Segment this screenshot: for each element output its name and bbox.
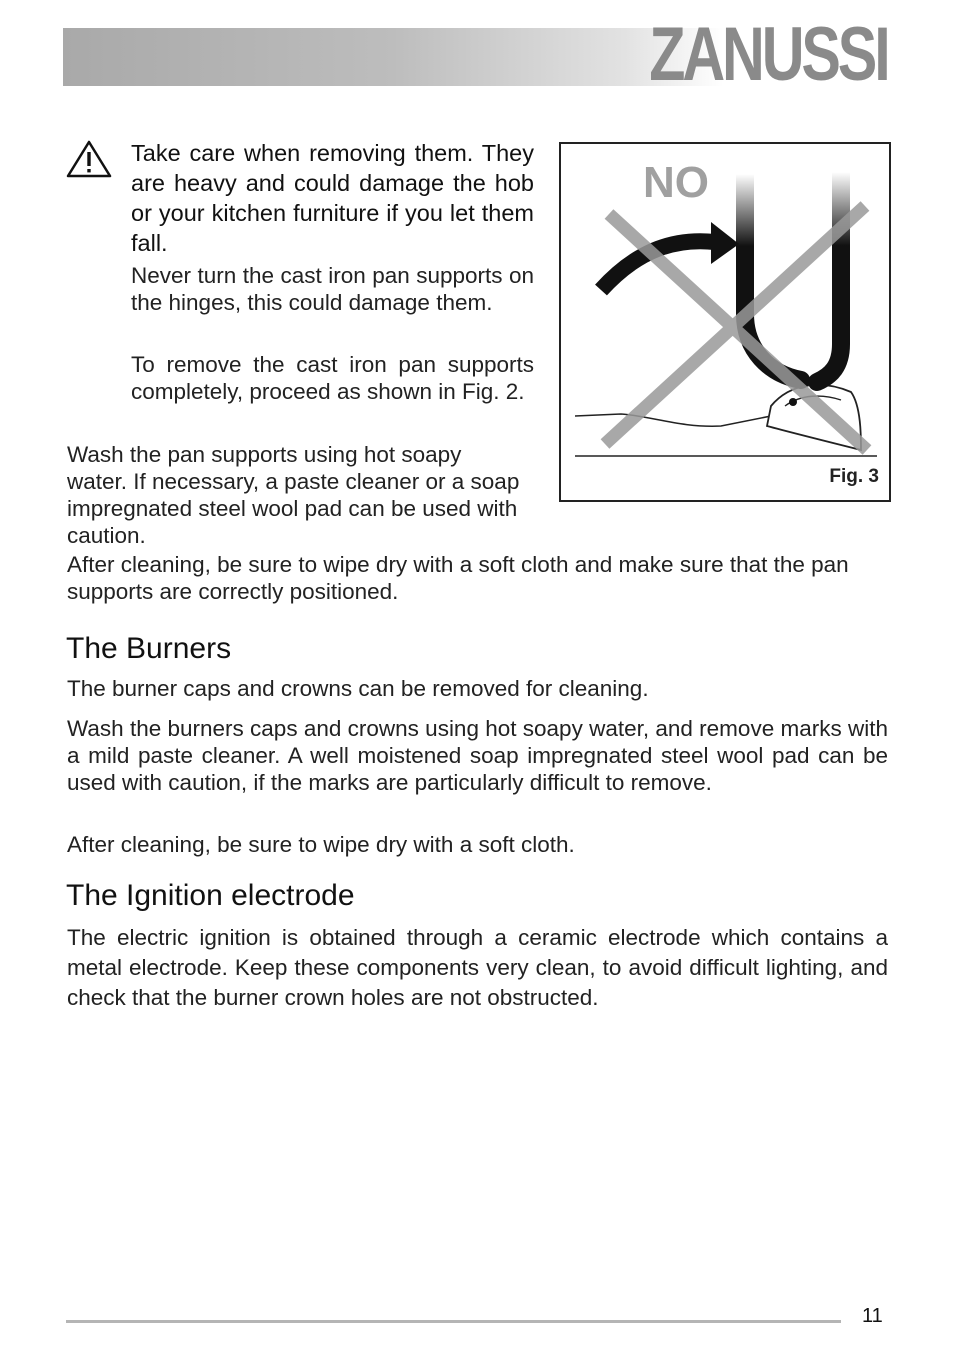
wash-paragraph: Wash the pan supports using hot soapy water. If necessary, a paste cleaner or a soap impregnated steel wool pad can be used with caution. — [67, 442, 520, 548]
ignition-paragraph: The electric ignition is obtained through a ceramic electrode which contains a metal electrode. Keep these components very clean, to avoid difficult lighting, and check that the burner crown holes are not obstructed. — [67, 925, 888, 1010]
figure-3 — [559, 142, 891, 502]
burners-heading: The Burners — [66, 632, 232, 665]
pan-support-bar-right — [817, 172, 841, 382]
after-cleaning-paragraph: After cleaning, be sure to wipe dry with a soft cloth and make sure that the pan supports are correctly positioned. — [67, 552, 849, 604]
page-number: 11 — [862, 1305, 883, 1327]
ignition-heading: The Ignition electrode — [66, 879, 355, 912]
burners-paragraph-3: After cleaning, be sure to wipe dry with a soft cloth. — [67, 832, 575, 857]
hinges-paragraph: Never turn the cast iron pan supports on the hinges, this could damage them. — [131, 263, 534, 315]
brand-logo: ZANUSSI — [649, 12, 888, 97]
footer-divider — [66, 1320, 841, 1323]
figure-no-label: NO — [643, 158, 709, 207]
burners-paragraph-2: Wash the burners caps and crowns using hot soapy water, and remove marks with a mild paste cleaner. A well moistened soap impregnated steel wool pad can be used with caution, if the marks are particularly difficult to remove. — [67, 716, 888, 795]
figure-illustration — [561, 144, 889, 500]
burners-paragraph-1: The burner caps and crowns can be removed for cleaning. — [67, 676, 649, 701]
remove-paragraph: To remove the cast iron pan supports completely, proceed as shown in Fig. 2. — [131, 352, 534, 404]
figure-caption: Fig. 3 — [829, 466, 879, 487]
hinge-pin — [789, 398, 797, 406]
warning-text: Take care when removing them. They are heavy and could damage the hob or your kitchen furniture if you let them fall. — [131, 140, 534, 256]
warning-triangle-icon — [66, 140, 112, 178]
hob-edge-line — [575, 412, 791, 426]
